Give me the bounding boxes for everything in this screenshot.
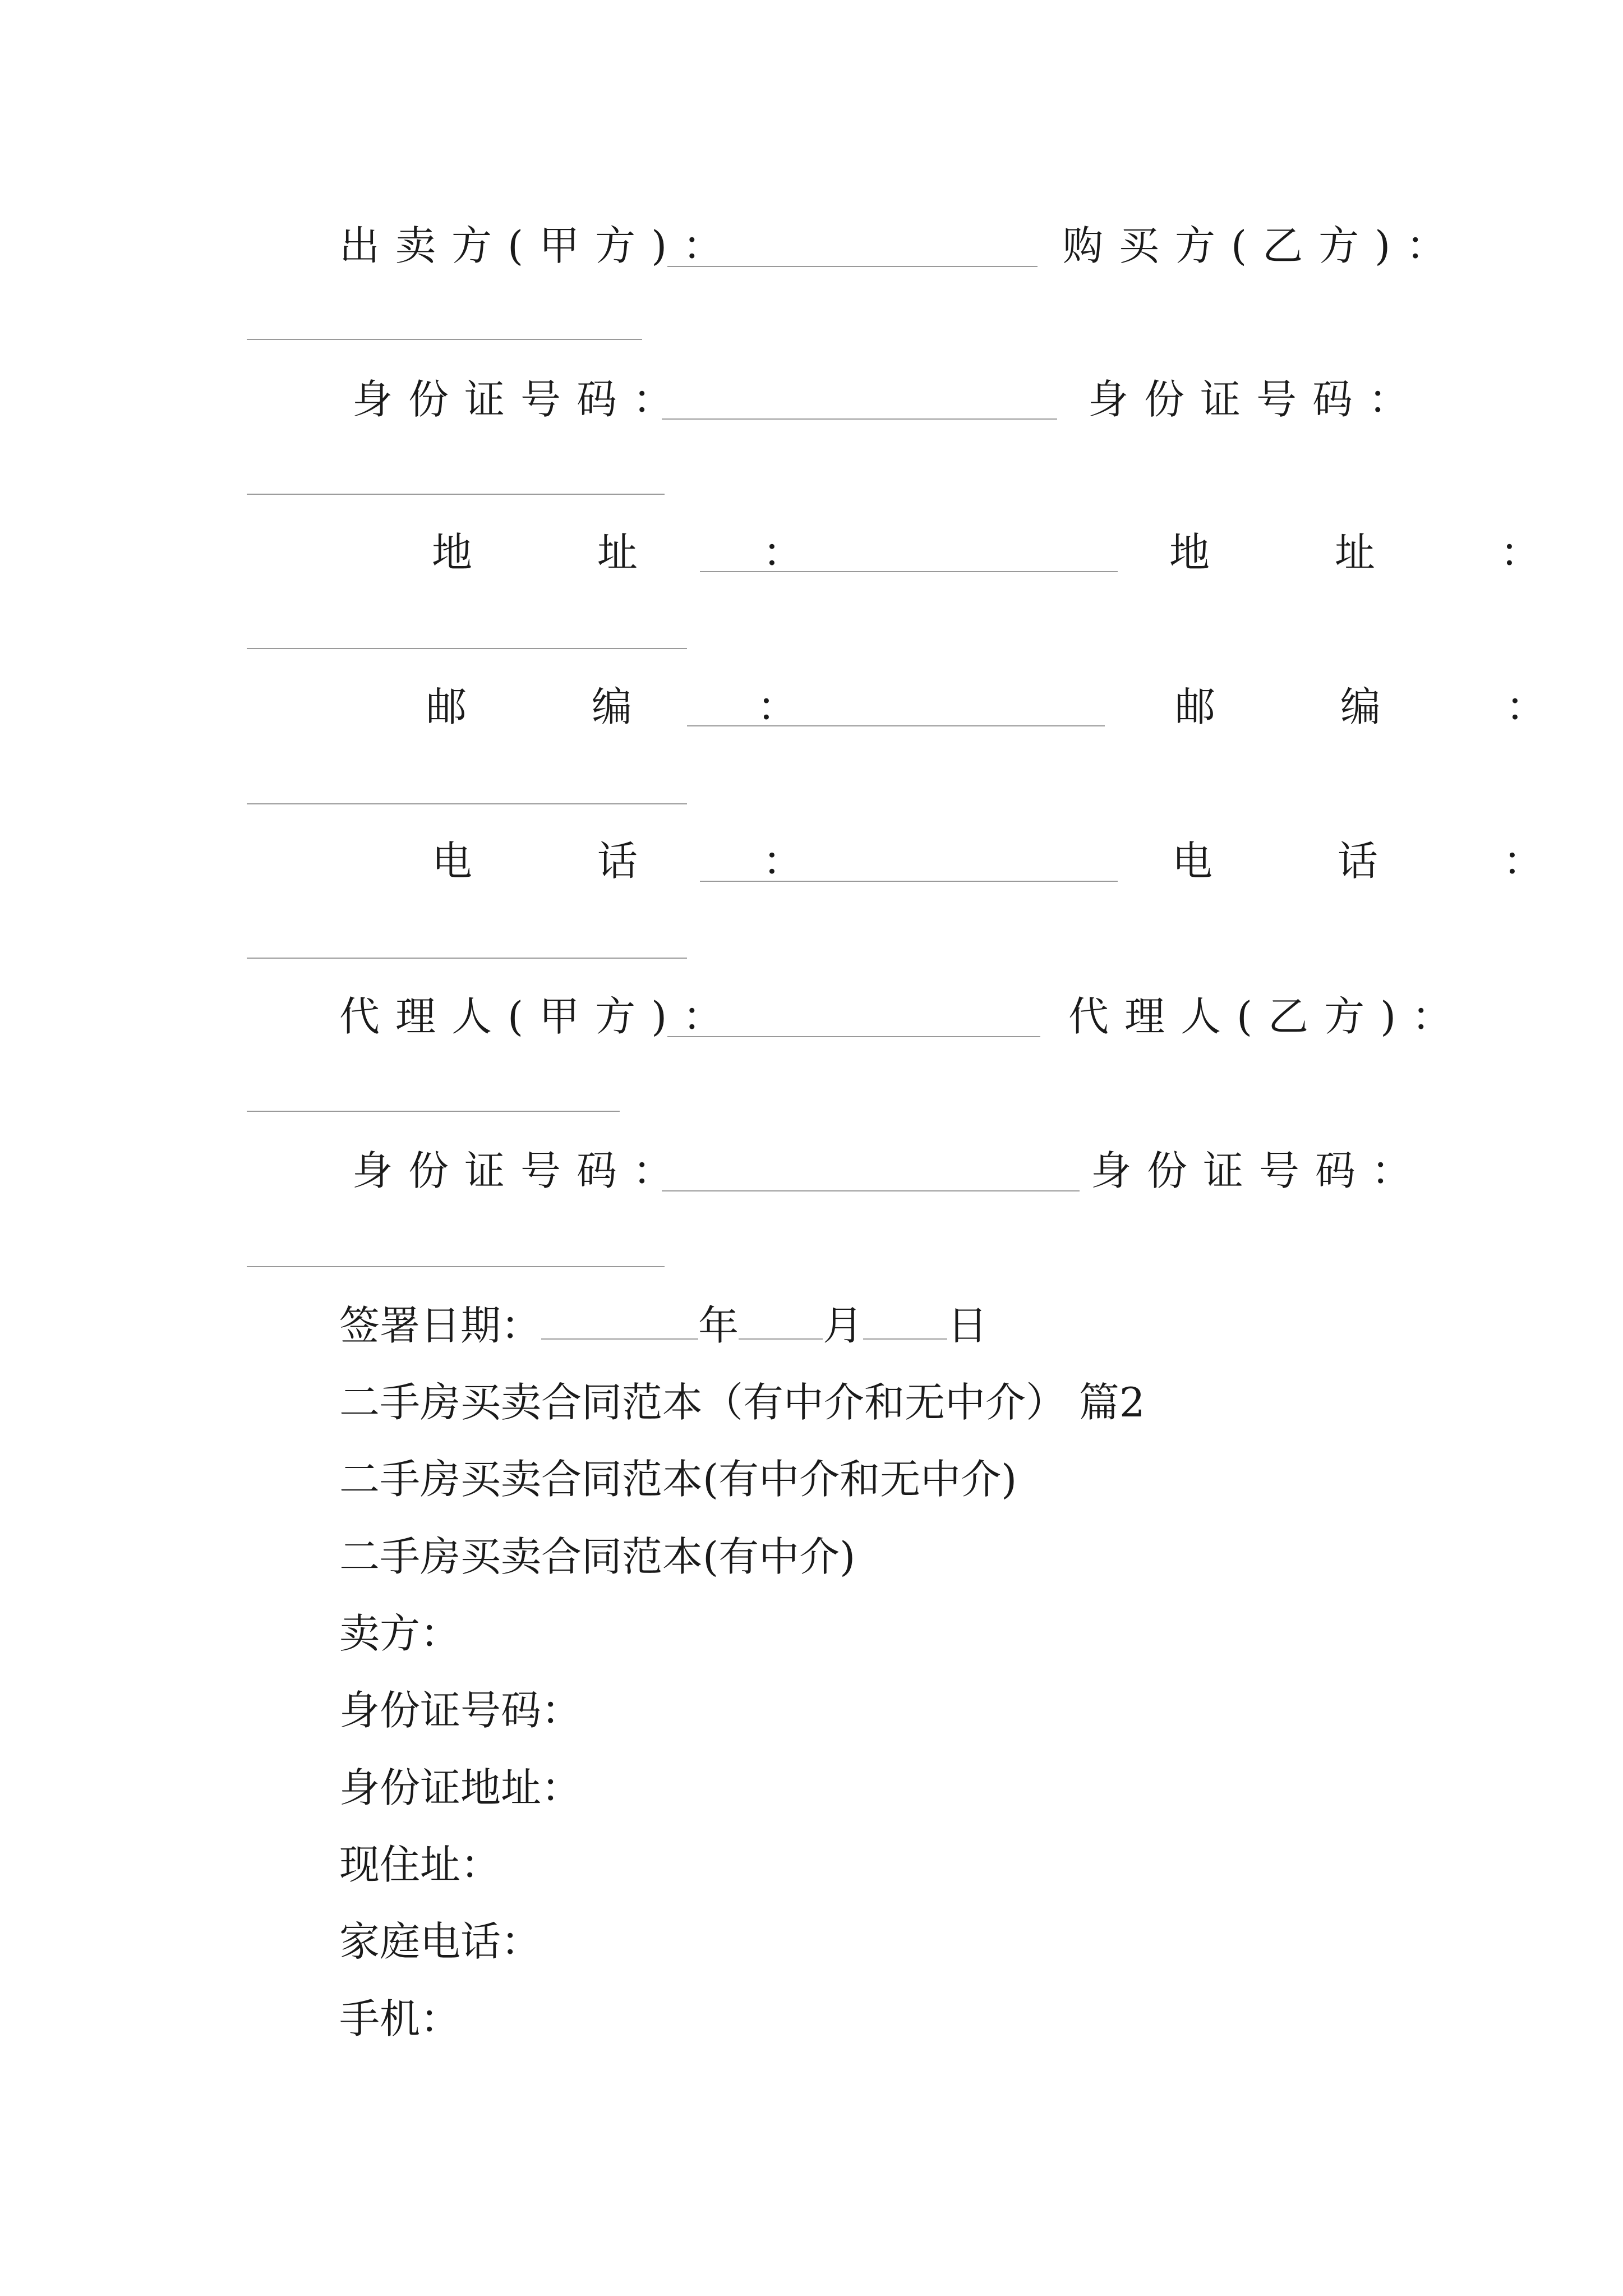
buyer-phone-label (1172, 836, 1599, 886)
signing-day-label: 日 (947, 1302, 988, 1349)
buyer-agent-blank[interactable] (247, 1111, 620, 1112)
seller-agent-id-blank[interactable] (662, 1190, 1080, 1191)
buyer-blank[interactable] (247, 339, 642, 340)
buyer-phone-blank[interactable] (247, 958, 687, 959)
seller-address-text: 地 址 ： (432, 529, 859, 576)
seller-postcode-blank[interactable] (687, 725, 1105, 726)
field-current-address: 现住址： (339, 1841, 501, 1888)
buyer-postcode-blank[interactable] (247, 803, 687, 804)
seller-agent-label: 代理人(甲方)： (339, 993, 739, 1040)
signing-year-label: 年 (698, 1302, 739, 1349)
seller-agent-blank[interactable] (667, 1036, 1040, 1037)
field-home-phone: 家庭电话： (339, 1918, 542, 1965)
buyer-agent-label: 代理人(乙方)： (1068, 993, 1468, 1040)
buyer-phone-text: 电 话 ： (1172, 838, 1599, 885)
signing-date-label: 签署日期： (339, 1302, 542, 1349)
seller-label: 出卖方(甲方)： (339, 222, 739, 269)
seller-phone-blank[interactable] (700, 881, 1118, 882)
seller-blank[interactable] (667, 266, 1038, 267)
seller-id-blank[interactable] (662, 418, 1057, 420)
buyer-label: 购买方(乙方)： (1063, 222, 1463, 269)
signing-year-blank[interactable] (541, 1305, 698, 1340)
seller-phone-label (432, 836, 859, 886)
seller-address-blank[interactable] (700, 571, 1118, 572)
section-subtitle: 二手房买卖合同范本(有中介和无中介) (339, 1456, 1017, 1503)
buyer-address-blank[interactable] (247, 648, 687, 649)
signing-date-row (339, 1300, 988, 1351)
seller-postcode-text: 邮 编 ： (426, 683, 854, 730)
signing-month-label: 月 (823, 1302, 864, 1349)
field-id-number: 身份证号码： (339, 1687, 582, 1734)
section-subtitle-2: 二手房买卖合同范本(有中介) (339, 1533, 856, 1580)
seller-address-label (432, 527, 859, 578)
signing-month-blank[interactable] (739, 1305, 823, 1340)
field-id-address: 身份证地址： (339, 1764, 582, 1811)
seller-agent-id-label: 身份证号码： (352, 1147, 689, 1194)
seller-postcode-label (426, 682, 854, 732)
buyer-id-label: 身份证号码： (1088, 376, 1425, 423)
field-mobile: 手机： (339, 1995, 461, 2042)
buyer-address-text: 地 址 ： (1169, 529, 1597, 576)
field-seller: 卖方： (339, 1610, 461, 1657)
buyer-postcode-label (1175, 682, 1602, 732)
signing-day-blank[interactable] (863, 1305, 947, 1340)
buyer-agent-id-blank[interactable] (247, 1266, 665, 1267)
buyer-agent-id-label: 身份证号码： (1091, 1147, 1428, 1194)
section-title: 二手房买卖合同范本（有中介和无中介） 篇2 (339, 1379, 1145, 1426)
buyer-postcode-text: 邮 编 ： (1175, 683, 1602, 730)
seller-id-label: 身份证号码： (352, 376, 689, 423)
seller-phone-text: 电 话 ： (432, 838, 859, 885)
buyer-id-blank[interactable] (247, 494, 665, 495)
buyer-address-label (1169, 527, 1597, 578)
